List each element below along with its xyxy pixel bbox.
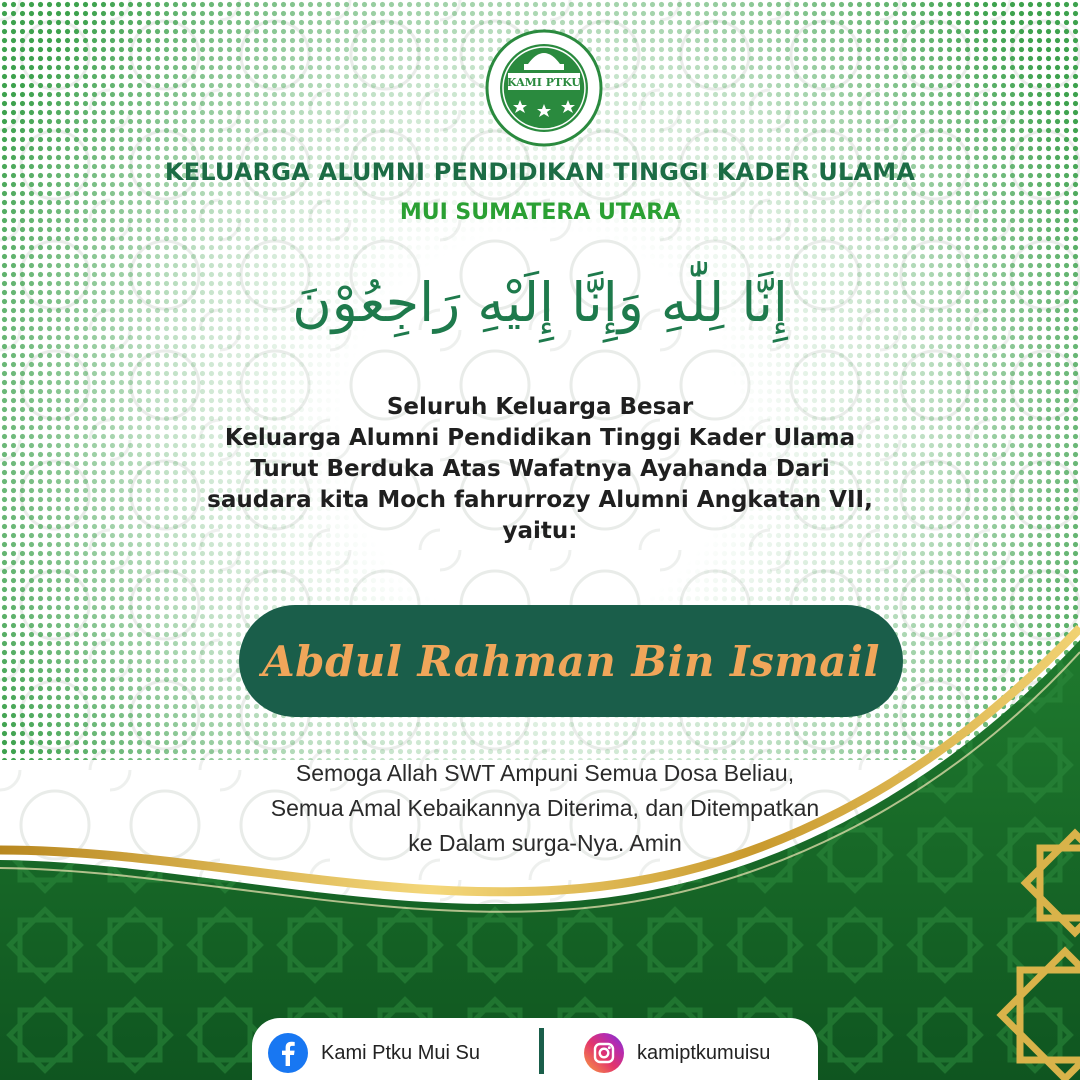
kami-ptku-logo	[484, 28, 604, 148]
deceased-name-banner	[239, 605, 903, 717]
prayer-line: Semua Amal Kebaikannya Diterima, dan Ditempatkan	[270, 795, 820, 821]
message-line: Keluarga Alumni Pendidikan Tinggi Kader Ulama	[224, 425, 856, 451]
org-name-title: KELUARGA ALUMNI PENDIDIKAN TINGGI KADER ULAMA	[164, 158, 916, 186]
message-line: Turut Berduka Atas Wafatnya Ayahanda Dari	[250, 456, 830, 482]
message-line: saudara kita Moch fahrurrozy Alumni Angkatan VII,	[207, 487, 873, 513]
org-region-subtitle: MUI SUMATERA UTARA	[399, 200, 681, 225]
prayer-line: Semoga Allah SWT Ampuni Semua Dosa Beliau,	[295, 760, 795, 786]
footer-divider	[539, 1028, 544, 1074]
condolence-message	[140, 392, 940, 547]
deceased-name: Abdul Rahman Bin Ismail	[262, 636, 880, 686]
instagram-icon	[584, 1033, 624, 1073]
arabic-calligraphy: إِنَّا لِلّٰهِ وَإِنَّا إِلَيْهِ رَاجِعُوْنَ	[292, 271, 788, 334]
message-line: Seluruh Keluarga Besar	[386, 394, 694, 420]
facebook-icon	[268, 1033, 308, 1073]
facebook-link[interactable]	[268, 1033, 480, 1073]
prayer-line: ke Dalam surga-Nya. Amin	[408, 830, 682, 856]
facebook-label: Kami Ptku Mui Su	[321, 1041, 480, 1064]
message-line: yaitu:	[502, 518, 578, 544]
instagram-label: kamiptkumuisu	[637, 1041, 771, 1064]
prayer-text	[180, 756, 910, 861]
instagram-link[interactable]	[584, 1033, 770, 1073]
logo-text: KAMI PTKU	[506, 76, 582, 89]
